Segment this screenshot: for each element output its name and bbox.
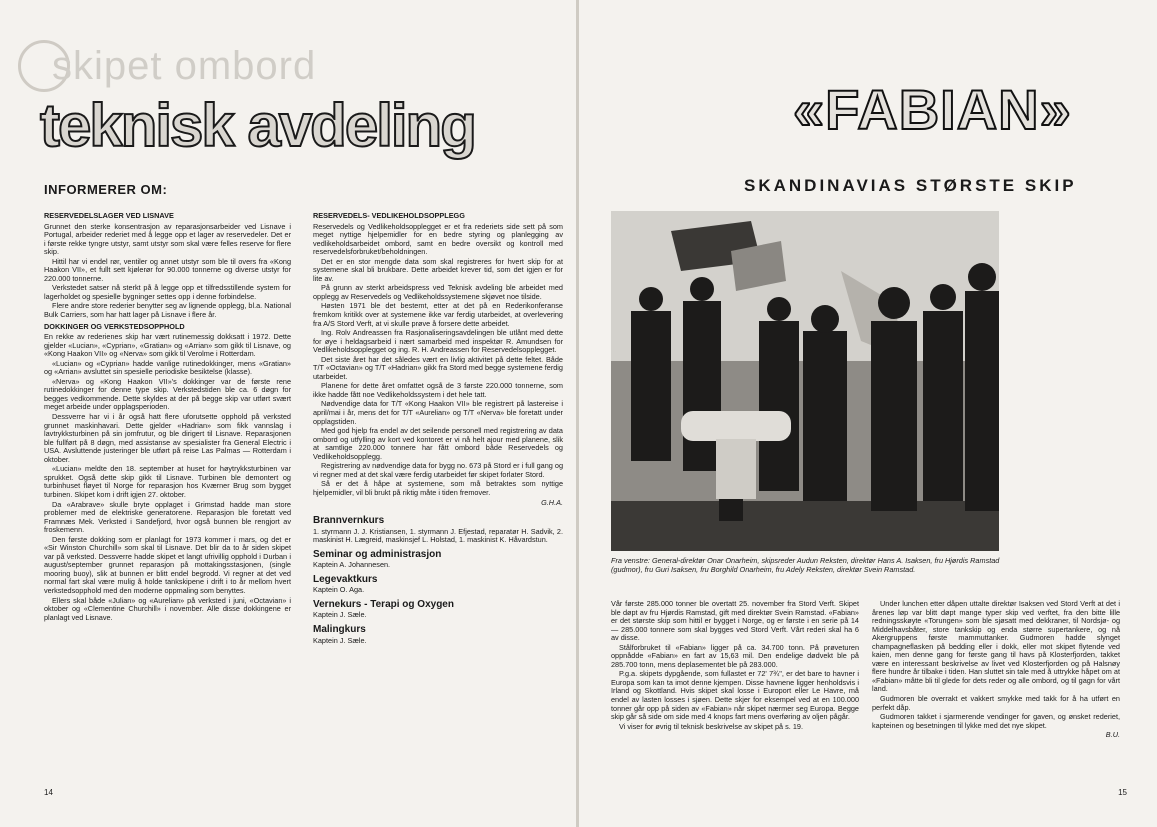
- paragraph: Gudmoren takket i sjarmerende vendinger for gaven, og ønsket rederiet, kapteinen og besetningen til lykke med det nye skipet.: [872, 712, 1120, 730]
- left-column-1: [44, 212, 291, 623]
- course-participants: Kaptein J. Sæle.: [313, 610, 367, 620]
- paragraph: Stålforbruket til «Fabian» ligger på ca. 34.700 tonn. På prøveturen oppnådde «Fabian» en fart av 15,63 mil. Den endelige dødvekt ble på 285.700 tonn, mens deplasementet ble på 283.000.: [611, 642, 859, 669]
- paragraph: Vår første 285.000 tonner ble overtatt 25. november fra Stord Verft. Skipet ble døpt av fru Hjørdis Ramstad, gift med direktør Svein Ramstad. «Fabian» er det største skip som hittil er bygget i Norge, og er første i en serie på 14 — 285.000 tonnere som skal bygges ved Stord Verft. Vårt rederi skal ha 6 av disse.: [611, 599, 859, 643]
- right-page: [579, 0, 1157, 827]
- article-subtitle: SKANDINAVIAS STØRSTE SKIP: [744, 176, 1077, 195]
- left-page: [0, 0, 578, 827]
- left-column-2: [313, 212, 563, 645]
- course-title: Malingkurs: [313, 623, 366, 635]
- course-participants: 1. styrmann J. J. Kristiansen, 1. styrmann J. Efjestad, reparatør H. Sadvik, 2. maskinist H. Lægreid, maskinsjef L. Holstad, 1. maskinist K. Håvardstun.: [313, 526, 563, 545]
- course-participants: Kaptein A. Johannesen.: [313, 560, 391, 570]
- paragraph: Ing. Rolv Andreassen fra Rasjonaliseringsavdelingen ble utlånt med dette for øye i heldagsarbeid i nært samarbeid med inspektør R. Amundsen for Vedlikeholdsopplegget og ing. R. H. Andreassen for Reservedelsopplegget.: [313, 328, 563, 355]
- right-column-2: [872, 600, 1120, 741]
- paragraph: Grunnet den sterke konsentrasjon av reparasjonsarbeider ved Lisnave i Portugal, arbeider rederiet med å legge opp et lager av reservedeler. Det er i første rekke tyngre utstyr, samt utstyr som skal være felles reserve for flere skip.: [44, 221, 291, 257]
- paragraph: En rekke av rederienes skip har vært rutinemessig dokksatt i 1972. Dette gjelder «Lucian», «Cyprian», «Gratian» og «Arrian» som gikk til Lisnave, og «Kong Haakon VII» og «Nerva» som gikk til Verolme i Rotterdam.: [44, 332, 291, 359]
- page-number: 14: [44, 788, 53, 797]
- paragraph: På grunn av sterkt arbeidspress ved Teknisk avdeling ble arbeidet med opplegg av Reservedels og Vedlikeholdssystemene skjøvet noe tilside.: [313, 283, 563, 301]
- christening-photo: [611, 211, 999, 551]
- photo-caption: Fra venstre: General-direktør Onar Onarheim, skipsreder Audun Reksten, direktør Hans A. Isaksen, fru Hjørdis Ramstad (gudmor), fru Guri Isaksen, fru Borghild Onarheim, fru Adely Reksten, direktør Svein Ramstad.: [611, 556, 1000, 574]
- course-title: Legevaktkurs: [313, 573, 378, 585]
- paragraph: Det siste året har det således vært en livlig aktivitet på dette feltet. Både T/T «Octavian» og T/T «Hadrian» gikk fra Stord med begge systemene ferdig utarbeidet.: [313, 354, 563, 381]
- course-participants: Kaptein J. Sæle.: [313, 635, 367, 645]
- article-signature: G.H.A.: [541, 497, 563, 507]
- masthead: skipet ombord: [52, 44, 317, 88]
- paragraph: Det er en stor mengde data som skal registreres for hvert skip for at systemene skal bli brukbare. Dette arbeidet krever tid, som det igjen er for lite av.: [313, 256, 563, 283]
- course-title: Seminar og administrasjon: [313, 548, 442, 560]
- section-subheading: INFORMERER OM:: [44, 182, 168, 197]
- courses-list: [313, 517, 563, 645]
- paragraph: «Lucian» meldte den 18. september at huset for høytrykksturbinen var sprukket. Også dette skip gikk til Lisnave. Turbinen ble demontert og turbinhuset fløyet til Norge for reparasjon hos Kværner Brug som bygget turbinen. Skipet kom i drift igjen 27. oktober.: [44, 464, 291, 499]
- right-column-1: [611, 600, 859, 732]
- section-heading: DOKKINGER OG VERKSTEDSOPPHOLD: [44, 321, 185, 331]
- paragraph: Nødvendige data for T/T «Kong Haakon VII» ble registrert på lastereise i april/mai i år, mens det for T/T «Aurelian» og T/T «Nerva» ble foretatt under opplagstiden.: [313, 399, 563, 426]
- paragraph: Så er det å håpe at systemene, som må betraktes som nyttige hjelpemidler, vil bli brukt på riktig måte i tiden fremover.: [313, 479, 563, 497]
- section-title: teknisk avdeling: [40, 92, 475, 159]
- paragraph: «Nerva» og «Kong Haakon VII»'s dokkinger var de første rene rutinedokkinger for denne type skip. Verkstedstiden ble ca. 6 døgn for begges vedkommende. Dette skyldes at der på begge skip var utført svært meget arbeide under opplagsperioden.: [44, 376, 291, 412]
- paragraph: Vi viser for øvrig til teknisk beskrivelse av skipet på s. 19.: [619, 721, 803, 731]
- photo-illustration: [611, 211, 999, 551]
- paragraph: «Lucian» og «Cyprian» hadde vanlige rutinedokkinger, mens «Gratian» og «Arrian» avsluttet sin spesielle periodiske besiktelse (klasse).: [44, 358, 291, 377]
- paragraph: Gudmoren ble overrakt et vakkert smykke med takk for å ha utført en perfekt dåp.: [872, 694, 1120, 712]
- page-number: 15: [1118, 788, 1127, 797]
- paragraph: Flere andre store rederier benytter seg av lignende opplegg, bl.a. National Bulk Carriers, som har hatt lager på Lisnave i flere år.: [44, 301, 291, 320]
- column-2-body: [313, 212, 563, 498]
- article-signature: B.U.: [1105, 730, 1120, 740]
- section-heading: RESERVEDELS- VEDLIKEHOLDSOPPLEGG: [313, 211, 465, 220]
- paragraph: P.g.a. skipets dypgående, som fullastet er 72' 7¾", er det bare to havner i Europa som kan ta imot denne kjempen. Disse havnene ligger henholdsvis i Irland og Skottland. Hvis skipet skal losse i Europort eller Le Havre, må endel av lasten losses i sjøen. Dette skjer for eksempel ved at en 100.000 tonner går opp på siden av «Fabian» når skipet nærmer seg Europa. Begge skip går så side om side med 4 knops fart mens overføring av oljen pågår.: [611, 669, 859, 722]
- paragraph: Den første dokking som er planlagt for 1973 kommer i mars, og det er «Sir Winston Churchill» som skal til Lisnave. Det blir da to år siden skipet var på verksted. Dessverre hadde skipet et langt ufrivillig opphold i Durban i august/september grunnet reparasjon på mottakingsstasjonen, (single mooring buoy), slik at bunnen er blitt endel begrodd. Vi regner at det ved normal fart skal være mulig å holde tankskipene i drift i to år mellom hvert verkstedsopphold med den moderne oppmaling som benyttes.: [44, 534, 291, 595]
- paragraph: Ellers skal både «Julian» og «Aurelian» på verksted i juni, «Octavian» i oktober og «Clementine Churchill» i november. Alle disse dokkingene er planlagt ved Lisnave.: [44, 595, 291, 622]
- course-participants: Kaptein O. Aga.: [313, 585, 365, 595]
- paragraph: Da «Arabrave» skulle bryte opplaget i Grimstad hadde man store problemer med de elektriske generatorene. Reparasjon ble foretatt ved Framnæs Mek. Verksted i Sandefjord, hvor også bunnen ble rengjort av froskemenn.: [44, 499, 291, 535]
- paragraph: Reservedels og Vedlikeholdsopplegget er et fra rederiets side sett på som meget nyttige hjelpemidler for en bedre styring og planlegging av vedlikeholdsarbeidet ombord, samt en bedre oversikt og kontroll med reservedelsforbruket/beholdningen.: [313, 221, 563, 257]
- paragraph: Dessverre har vi i år også hatt flere uforutsette opphold på verksted grunnet maskinhavari. Dette gjelder «Hadrian» som fikk vannslag i lavtrykksturbinen på sin jomfrutur, og ble dirigert til Lisnave. Reparasjonen ble fullført på 8 døgn, med assistanse av spesialister fra General Electric i USA. Avsluttende justeringer ble utført på reise Las Palmas — Rotterdam i oktober.: [44, 412, 291, 464]
- paragraph: Verkstedet satser nå sterkt på å legge opp et tilfredsstillende system for lagerholdet og spesielle bygninger settes opp i denne forbindelse.: [44, 283, 291, 301]
- article-title: «FABIAN»: [793, 78, 1072, 141]
- paragraph: Hittil har vi endel rør, ventiler og annet utstyr som ble til overs fra «Kong Haakon VII», et fullt sett kjølerør for 90.000 tonnerne og diverse utstyr for 220.000 tonnerne.: [44, 256, 291, 283]
- paragraph: Under lunchen etter dåpen uttalte direktør Isaksen ved Stord Verft at det i årenes løp var blitt døpt mange typer skip ved verftet, fra den bitte lille redningsskøyte «Torungen» som ble sjøsatt med dekkraner, til Nordsjø- og Middelhavsbåter, store tankskip og enda større supertankere, og nå Akergruppens første mammuttanker. Gudmoren hadde slynget champagneflasken på bedding eller i dokk, eller mot skipet flytende ved kaien, men denne gang for første gang til havs på Klosterfjorden, takket være en interessant beskrivelse av livet ved Klosterfjorden og på Halsnøy flere hundre år tilbake i tiden. Han sluttet sin tale med å uttrykke håpet om at «Fabian» måtte bli til glede for dets reder og alle ombord, og til gagn for vårt land.: [872, 599, 1120, 694]
- right-column-2-body: [872, 600, 1120, 730]
- paragraph: Planene for dette året omfattet også de 3 første 220.000 tonnerne, som ikke hadde fått noe Vedlikeholdssystem i det hele tatt.: [313, 381, 563, 399]
- paragraph: Registrering av nødvendige data for bygg no. 673 på Stord er i full gang og vi regner med at det skal være ferdig utarbeidet før skipet forlater Stord.: [313, 461, 563, 479]
- paragraph: Med god hjelp fra endel av det seilende personell med registrering av data ombord og utfylling av kort ved kontoret er vi nå helt ajour med planene, slik at samtlige 220.000 tonnere har fått ombord både Reservedels og Vedlikeholdsopplegg.: [313, 426, 563, 461]
- course-title: Vernekurs - Terapi og Oxygen: [313, 598, 454, 610]
- course-title: Brannvernkurs: [313, 515, 385, 527]
- paragraph: Høsten 1971 ble det bestemt, etter at det på en Rederikonferanse fremkom kritikk over at systemene ikke var ferdig utarbeidet, at overlevering fra A/S Stord Verft, at vi skulle prøve å forsere dette arbeidet.: [313, 301, 563, 328]
- section-heading: RESERVEDELSLAGER VED LISNAVE: [44, 211, 174, 220]
